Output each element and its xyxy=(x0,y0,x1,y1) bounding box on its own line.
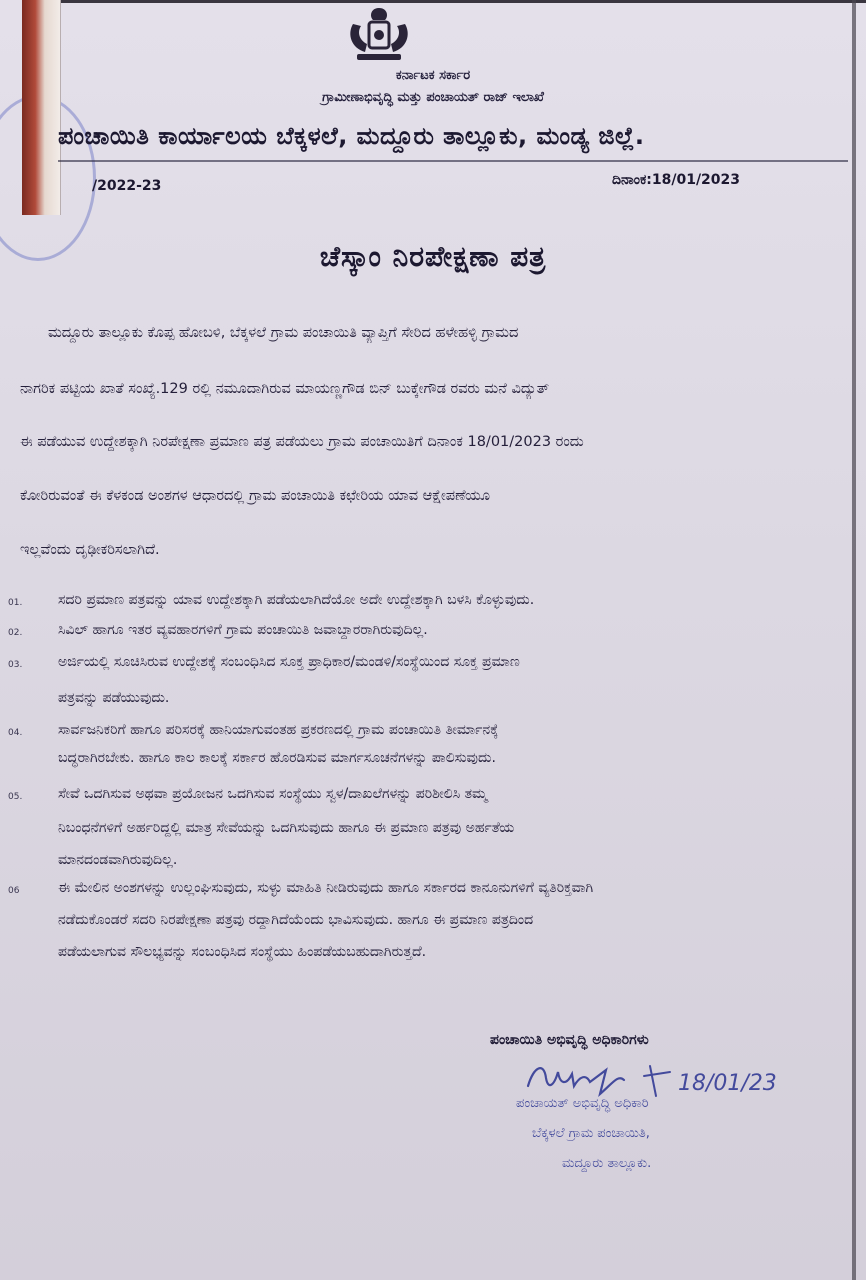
condition-text: ಸಿವಿಲ್ ಹಾಗೂ ಇತರ ವ್ಯವಹಾರಗಳಿಗೆ ಗ್ರಾಮ ಪಂಚಾಯಿತಿ ಜವಾಬ್ದಾರರಾಗಿರುವುದಿಲ್ಲ. xyxy=(58,622,428,638)
condition-number: 02. xyxy=(8,628,23,638)
issue-date: ದಿನಾಂಕ:18/01/2023 xyxy=(612,172,741,188)
condition-text: ಪತ್ರವನ್ನು ಪಡೆಯುವುದು. xyxy=(58,690,170,706)
folded-corner xyxy=(22,0,61,215)
condition-text: ಸೇವೆ ಒದಗಿಸುವ ಅಥವಾ ಪ್ರಯೋಜನ ಒದಗಿಸುವ ಸಂಸ್ಥೆಯು ಸ್ವಳ/ದಾಖಲೆಗಳನ್ನು ಪರಿಶೀಲಿಸಿ ತಮ್ಮ xyxy=(58,786,488,802)
reference-number: /2022-23 xyxy=(92,178,162,194)
condition-text: ಬದ್ಧರಾಗಿರಬೇಕು. ಹಾಗೂ ಕಾಲ ಕಾಲಕ್ಕೆ ಸರ್ಕಾರ ಹೊರಡಿಸುವ ಮಾರ್ಗಸೂಚನೆಗಳನ್ನು ಪಾಲಿಸುವುದು. xyxy=(58,750,496,766)
body-line: ನಾಗರಿಕ ಪಟ್ಟಿಯ ಖಾತೆ ಸಂಖ್ಯೆ.129 ರಲ್ಲಿ ನಮೂದಾಗಿರುವ ಮಾಯಣ್ಣಗೌಡ ಬಿನ್ ಬುಕ್ಕೇಗೌಡ ರವರು ಮನೆ ವಿದ್ಯುತ್ xyxy=(20,381,550,397)
condition-text: ಮಾನದಂಡವಾಗಿರುವುದಿಲ್ಲ. xyxy=(58,852,178,868)
svg-text:18/01/23: 18/01/23 xyxy=(678,1071,777,1096)
paper-right-edge xyxy=(852,0,856,1280)
body-line: ಇಲ್ಲವೆಂದು ದೃಢೀಕರಿಸಲಾಗಿದೆ. xyxy=(20,542,160,558)
condition-text: ಈ ಮೇಲಿನ ಅಂಶಗಳನ್ನು ಉಲ್ಲಂಘಿಸುವುದು, ಸುಳ್ಳು ಮಾಹಿತಿ ನೀಡಿರುವುದು ಹಾಗೂ ಸರ್ಕಾರದ ಕಾನೂನುಗಳಿಗೆ ವ್ಯತಿರಿಕ್ತವಾಗಿ xyxy=(58,880,594,896)
condition-text: ಸದರಿ ಪ್ರಮಾಣ ಪತ್ರವನ್ನು ಯಾವ ಉದ್ದೇಶಕ್ಕಾಗಿ ಪಡೆಯಲಾಗಿದೆಯೋ ಅದೇ ಉದ್ದೇಶಕ್ಕಾಗಿ ಬಳಸಿ ಕೊಳ್ಳುವುದು. xyxy=(58,592,535,608)
condition-text: ನಿಬಂಧನೆಗಳಿಗೆ ಅರ್ಹರಿದ್ದಲ್ಲಿ ಮಾತ್ರ ಸೇವೆಯನ್ನು ಒದಗಿಸುವುದು ಹಾಗೂ ಈ ಪ್ರಮಾಣ ಪತ್ರವು ಅರ್ಹತೆಯ xyxy=(58,820,515,836)
condition-text: ನಡೆದುಕೊಂಡರೆ ಸದರಿ ನಿರಪೇಕ್ಷಣಾ ಪತ್ರವು ರದ್ದಾಗಿದೆಯೆಂದು ಭಾವಿಸುವುದು. ಹಾಗೂ ಈ ಪ್ರಮಾಣ ಪತ್ರದಿಂದ xyxy=(58,912,534,928)
department-name: ಗ್ರಾಮೀಣಾಭಿವೃದ್ಧಿ ಮತ್ತು ಪಂಚಾಯತ್ ರಾಜ್ ಇಲಾಖೆ xyxy=(322,90,544,105)
seal-designation: ಪಂಚಾಯತ್ ಅಭಿವೃದ್ಧಿ ಅಧಿಕಾರಿ xyxy=(516,1096,649,1111)
seal-taluk: ಮದ್ದೂರು ತಾಲ್ಲೂಕು. xyxy=(562,1156,652,1171)
condition-number: 05. xyxy=(8,792,23,802)
paper-top-edge xyxy=(40,0,866,19)
condition-text: ಅರ್ಜಿಯಲ್ಲಿ ಸೂಚಿಸಿರುವ ಉದ್ದೇಶಕ್ಕೆ ಸಂಬಂಧಿಸಿದ ಸೂಕ್ತ ಪ್ರಾಧಿಕಾರ/ಮಂಡಳಿ/ಸಂಸ್ಥೆಯಿಂದ ಸೂಕ್ತ ಪ್ರಮಾಣ xyxy=(58,654,520,670)
body-line: ಕೋರಿರುವಂತೆ ಈ ಕೆಳಕಂಡ ಅಂಶಗಳ ಆಧಾರದಲ್ಲಿ ಗ್ರಾಮ ಪಂಚಾಯಿತಿ ಕಛೇರಿಯ ಯಾವ ಆಕ್ಷೇಪಣೆಯೂ xyxy=(20,488,490,504)
seal-office: ಬೆಕ್ಕಳಲೆ ಗ್ರಾಮ ಪಂಚಾಯಿತಿ, xyxy=(532,1126,650,1141)
condition-text: ಸಾರ್ವಜನಿಕರಿಗೆ ಹಾಗೂ ಪರಿಸರಕ್ಕೆ ಹಾನಿಯಾಗುವಂತಹ ಪ್ರಕರಣದಲ್ಲಿ ಗ್ರಾಮ ಪಂಚಾಯಿತಿ ತೀರ್ಮಾನಕ್ಕೆ xyxy=(58,722,499,738)
karnataka-emblem-icon xyxy=(343,4,415,66)
condition-number: 06 xyxy=(8,886,20,896)
government-name: ಕರ್ನಾಟಕ ಸರ್ಕಾರ xyxy=(395,68,471,83)
condition-text: ಪಡೆಯಲಾಗುವ ಸೌಲಭ್ಯವನ್ನು ಸಂಬಂಧಿಸಿದ ಸಂಸ್ಥೆಯು ಹಿಂಪಡೆಯಬಹುದಾಗಿರುತ್ತದೆ. xyxy=(58,944,427,960)
condition-number: 03. xyxy=(8,660,23,670)
condition-number: 04. xyxy=(8,728,23,738)
office-heading: ಪಂಚಾಯಿತಿ ಕಾರ್ಯಾಲಯ ಬೆಕ್ಕಳಲೆ, ಮದ್ದೂರು ತಾಲ್ಲೂಕು, ಮಂಡ್ಯ ಜಿಲ್ಲೆ. xyxy=(58,122,645,150)
body-line: ಈ ಪಡೆಯುವ ಉದ್ದೇಶಕ್ಕಾಗಿ ನಿರಪೇಕ್ಷಣಾ ಪ್ರಮಾಣ ಪತ್ರ ಪಡೆಯಲು ಗ್ರಾಮ ಪಂಚಾಯಿತಿಗೆ ದಿನಾಂಕ 18/01/2023 ರಂದು xyxy=(20,434,584,450)
condition-number: 01. xyxy=(8,598,23,608)
document-title: ಚೆಸ್ಕಾಂ ನಿರಪೇಕ್ಷಣಾ ಪತ್ರ xyxy=(319,240,547,273)
body-line: ಮದ್ದೂರು ತಾಲ್ಲೂಕು ಕೊಪ್ಪ ಹೋಬಳಿ, ಬೆಕ್ಕಳಲೆ ಗ್ರಾಮ ಪಂಚಾಯಿತಿ ವ್ಯಾಪ್ತಿಗೆ ಸೇರಿದ ಹಳೇಹಳ್ಳಿ ಗ್ರಾಮದ xyxy=(48,325,519,341)
signatory-title: ಪಂಚಾಯಿತಿ ಅಭಿವೃದ್ಧಿ ಅಧಿಕಾರಿಗಳು xyxy=(490,1032,649,1048)
heading-divider xyxy=(58,160,848,162)
